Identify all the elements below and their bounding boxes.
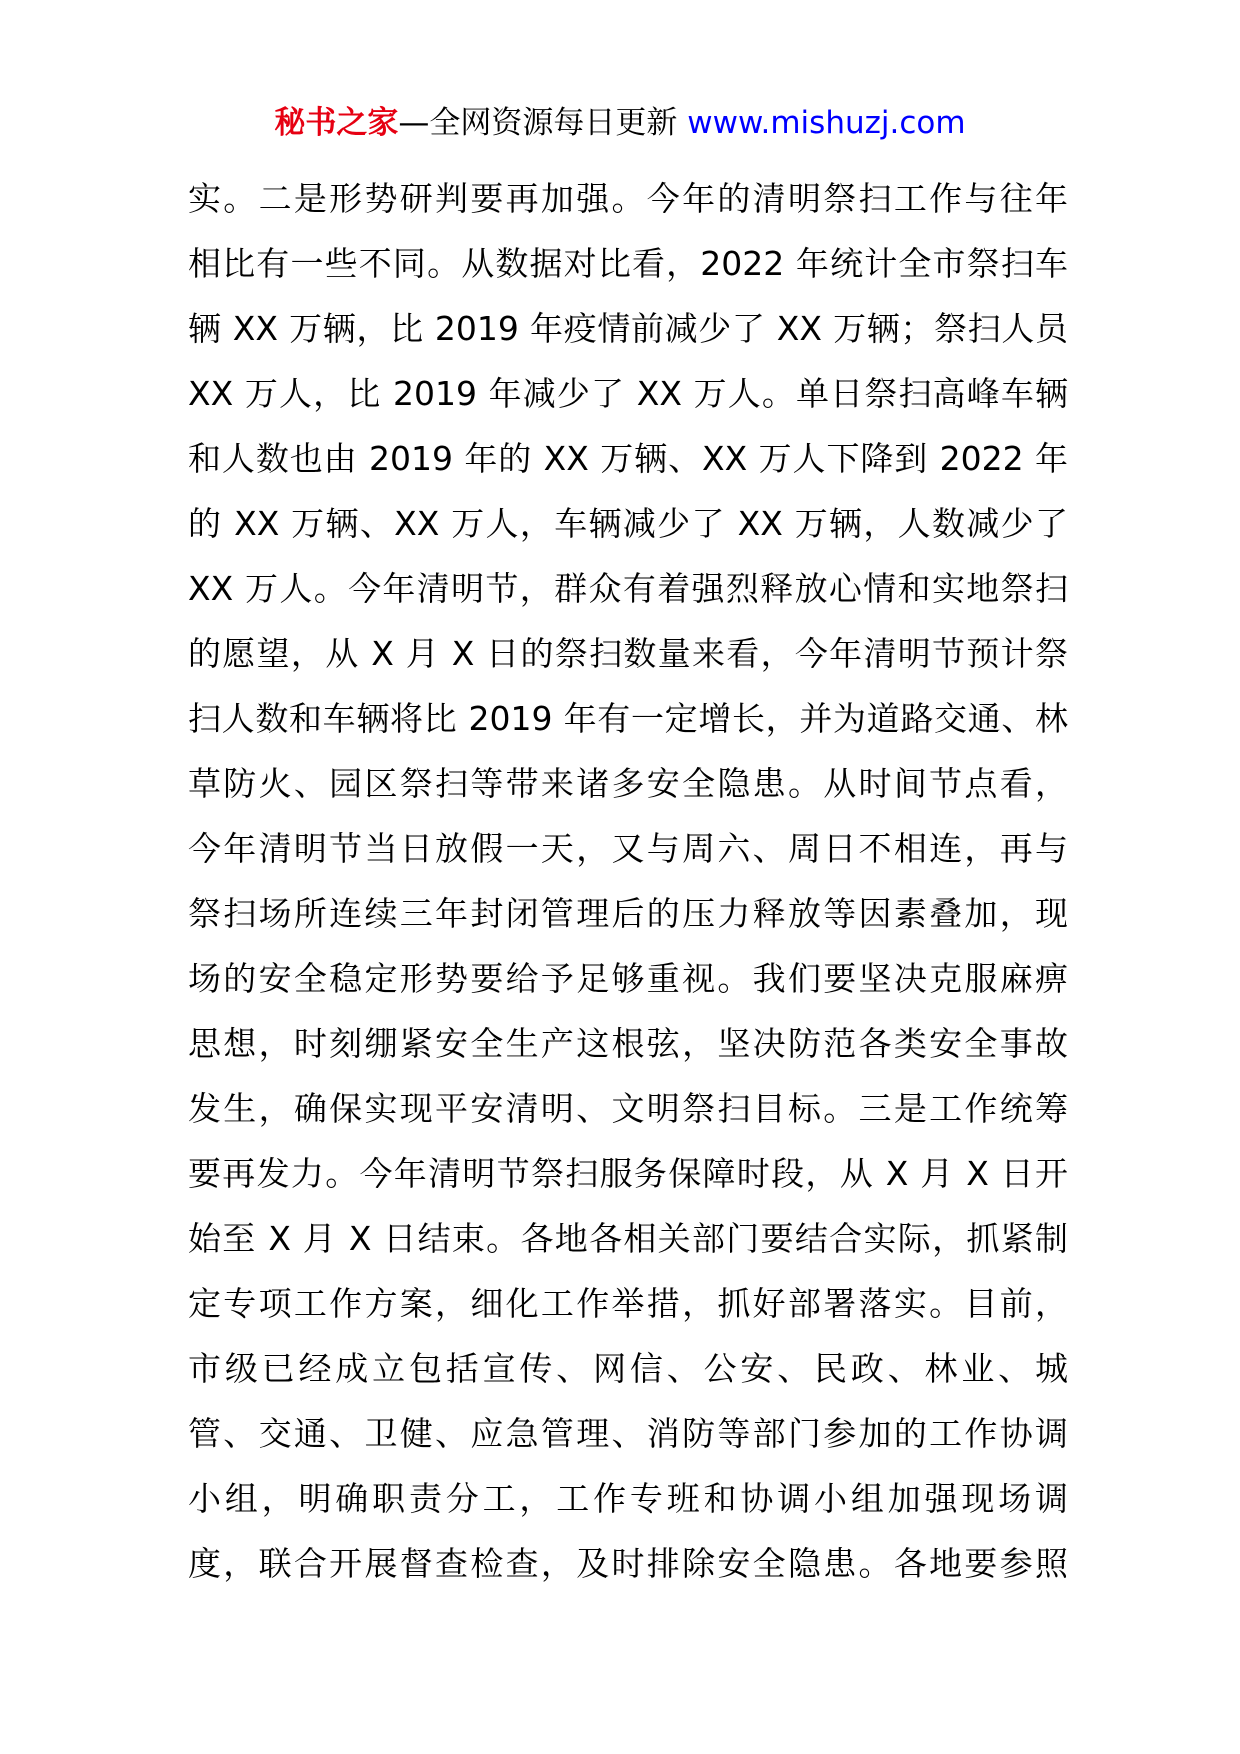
site-url-link[interactable]: www.mishuzj.com	[687, 105, 966, 141]
site-header	[0, 100, 1240, 146]
text-line: 扫人数和车辆将比 2019 年有一定增长，并为道路交通、林	[188, 699, 1068, 738]
text-line: 的愿望，从 X 月 X 日的祭扫数量来看，今年清明节预计祭	[188, 634, 1068, 673]
text-line: 今年清明节当日放假一天，又与周六、周日不相连，再与	[188, 829, 1068, 868]
text-line: 始至 X 月 X 日结束。各地各相关部门要结合实际，抓紧制	[188, 1219, 1068, 1258]
text-line: 思想，时刻绷紧安全生产这根弦，坚决防范各类安全事故	[188, 1024, 1068, 1063]
text-line: 小组，明确职责分工，工作专班和协调小组加强现场调	[188, 1479, 1068, 1518]
text-line: XX 万人。今年清明节，群众有着强烈释放心情和实地祭扫	[188, 569, 1068, 608]
text-line: 市级已经成立包括宣传、网信、公安、民政、林业、城	[188, 1349, 1068, 1388]
text-line: 度，联合开展督查检查，及时排除安全隐患。各地要参照	[188, 1544, 1068, 1583]
text-line: 祭扫场所连续三年封闭管理后的压力释放等因素叠加，现	[188, 894, 1068, 933]
text-line: 发生，确保实现平安清明、文明祭扫目标。三是工作统筹	[188, 1089, 1068, 1128]
text-line: 和人数也由 2019 年的 XX 万辆、XX 万人下降到 2022 年	[188, 439, 1068, 478]
text-line: 实。二是形势研判要再加强。今年的清明祭扫工作与往年	[188, 179, 1068, 218]
site-brand: 秘书之家	[274, 105, 399, 141]
site-slogan: —全网资源每日更新	[398, 105, 678, 141]
text-line: 辆 XX 万辆，比 2019 年疫情前减少了 XX 万辆；祭扫人员	[188, 309, 1068, 348]
text-line: 管、交通、卫健、应急管理、消防等部门参加的工作协调	[188, 1414, 1068, 1453]
document-body	[188, 166, 1068, 1596]
text-line: 定专项工作方案，细化工作举措，抓好部署落实。目前，	[188, 1284, 1068, 1323]
text-line: 相比有一些不同。从数据对比看，2022 年统计全市祭扫车	[188, 244, 1068, 283]
text-line: 草防火、园区祭扫等带来诸多安全隐患。从时间节点看，	[188, 764, 1068, 803]
text-line: 要再发力。今年清明节祭扫服务保障时段，从 X 月 X 日开	[188, 1154, 1068, 1193]
text-line: 场的安全稳定形势要给予足够重视。我们要坚决克服麻痹	[188, 959, 1068, 998]
text-line: XX 万人，比 2019 年减少了 XX 万人。单日祭扫高峰车辆	[188, 374, 1068, 413]
text-line: 的 XX 万辆、XX 万人，车辆减少了 XX 万辆，人数减少了	[188, 504, 1068, 543]
